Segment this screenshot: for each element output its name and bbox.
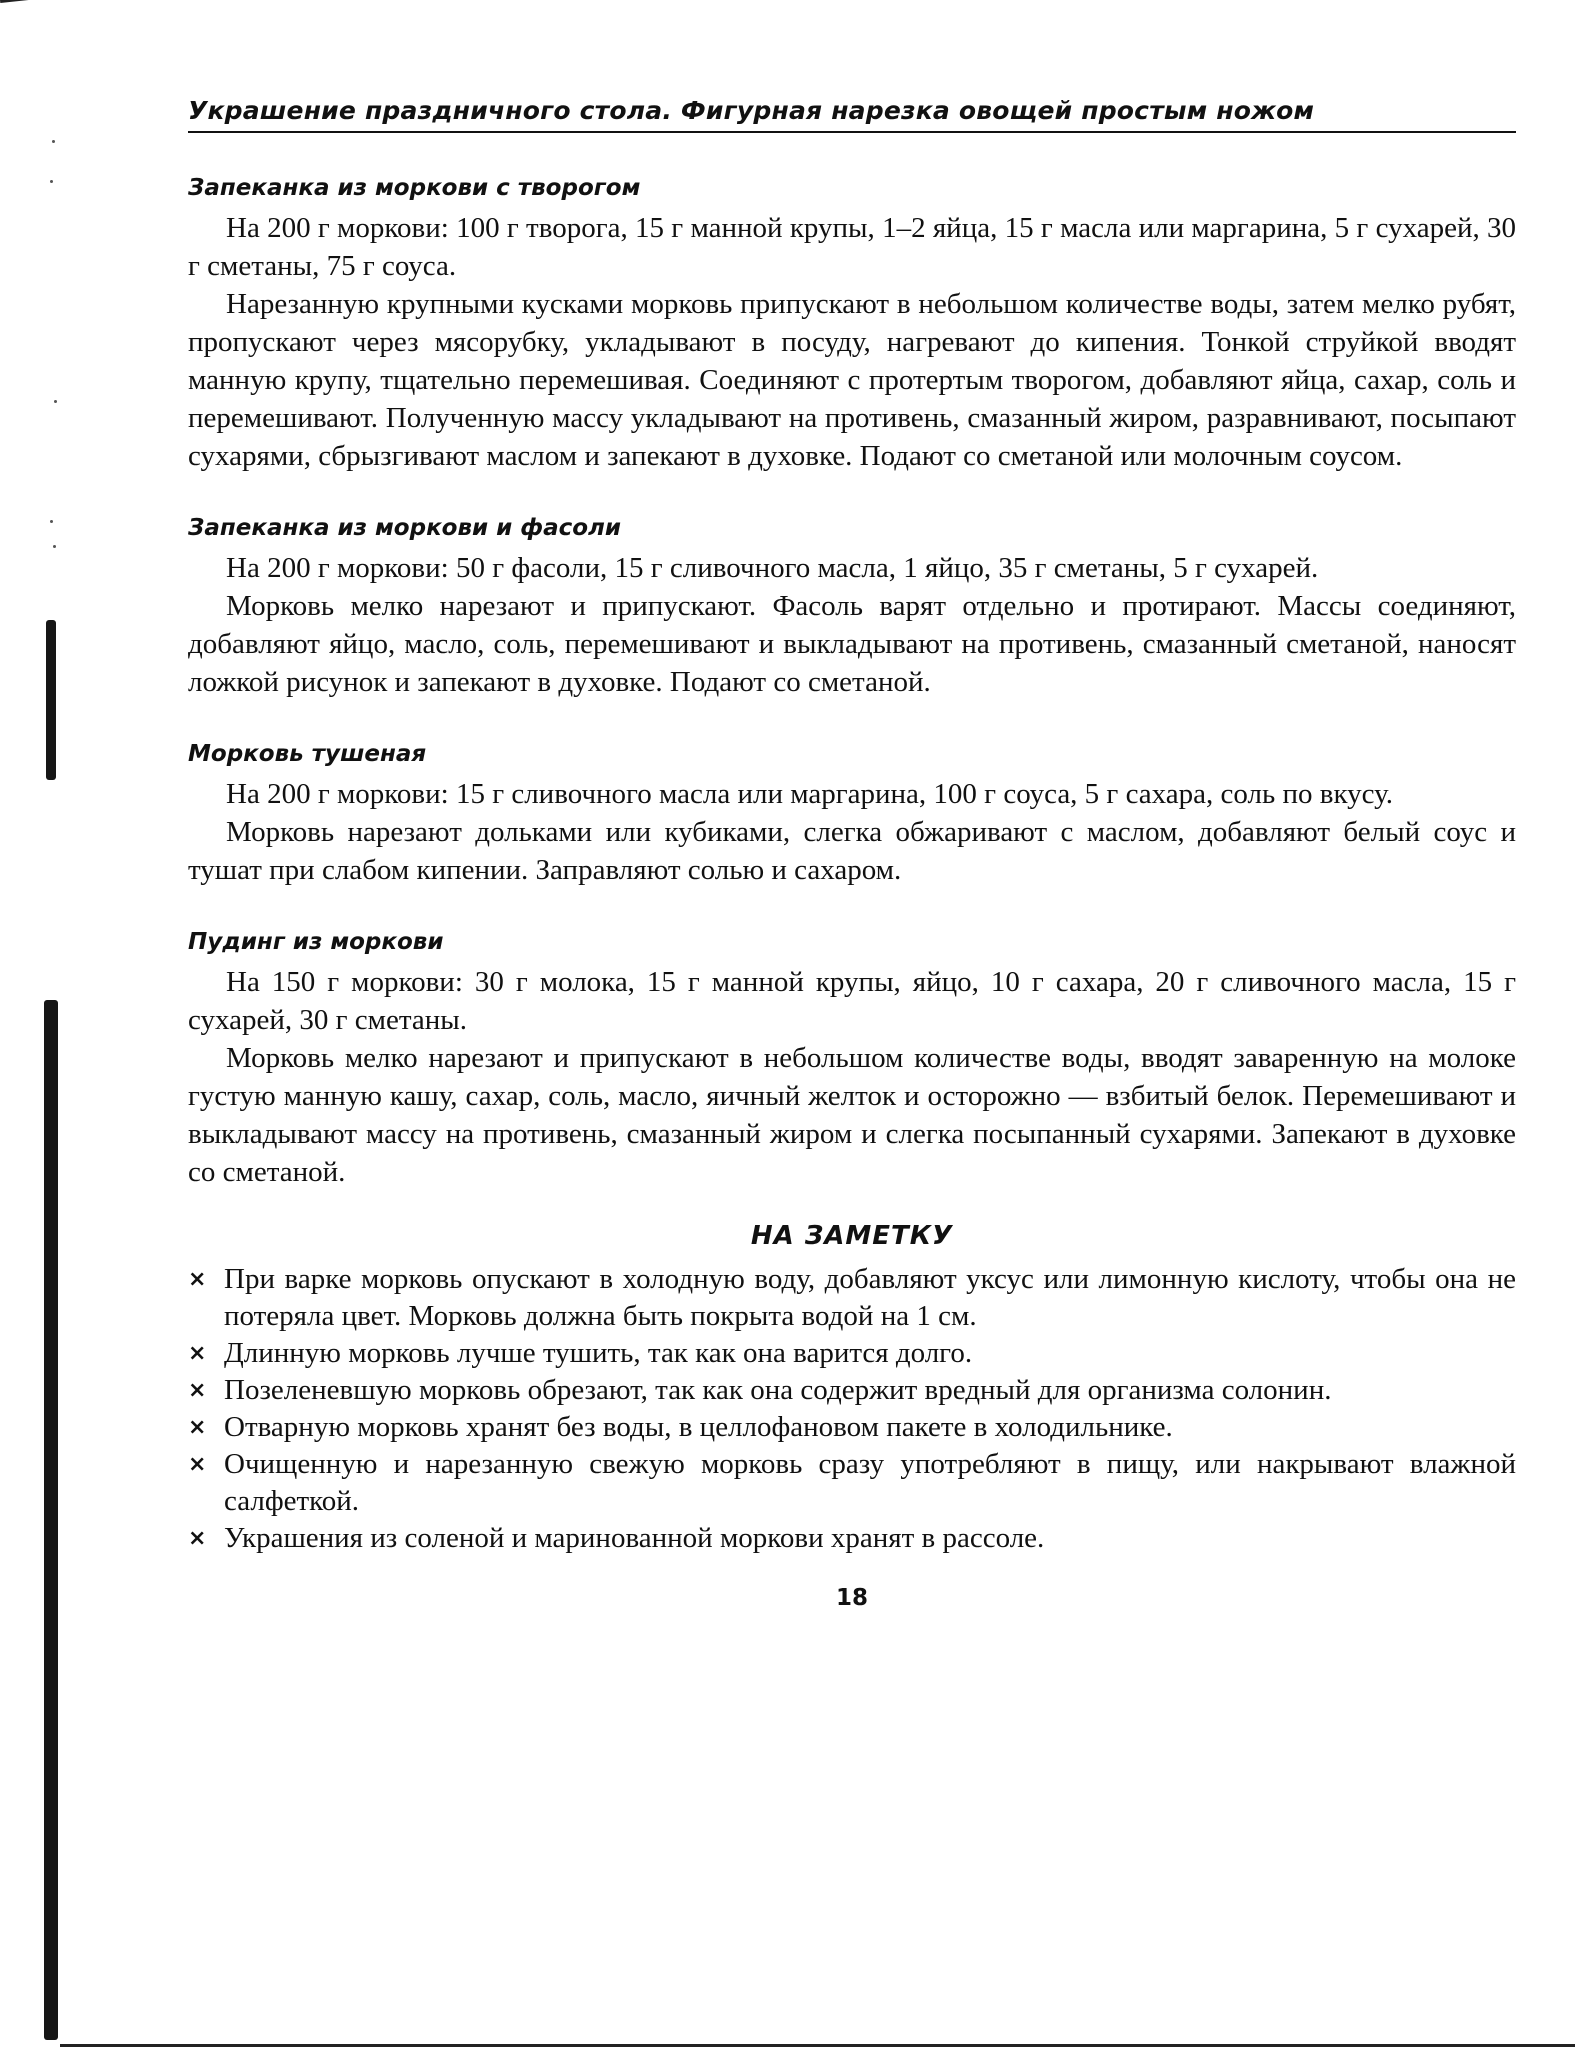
ingredients-paragraph: На 200 г моркови: 50 г фасоли, 15 г сливочного масла, 1 яйцо, 35 г сметаны, 5 г сухарей. <box>226 552 1319 584</box>
recipe-title: Морковь тушеная <box>188 741 427 767</box>
cross-bullet-icon: × <box>188 1452 207 1477</box>
ingredients-paragraph: На 200 г моркови: 100 г творога, 15 г манной крупы, 1–2 яйца, 15 г масла или маргарина, 5 г сухарей, 30 г сметаны, 75 г соуса. <box>188 212 1516 282</box>
note-text: Позеленевшую морковь обрезают, так как она содержит вредный для организма солонин. <box>224 1374 1332 1406</box>
note-item <box>188 1372 1516 1409</box>
note-item <box>188 1520 1516 1557</box>
scan-binding-edge <box>44 0 62 2051</box>
method-paragraph: Нарезанную крупными кусками морковь припускают в небольшом количестве воды, затем мелко рубят, пропускают через мясорубку, укладывают в посуду, нагревают до кипения. Тонкой струйкой вводят манную крупу, тщательно перемешивая. Соединяют с протертым творогом, добавляют яйца, сахар, соль и перемешивают. Полученную массу укладывают на противень, смазанный жиром, разравнивают, посыпают сухарями, сбрызгивают маслом и запекают в духовке. Подают со сметаной или молочным соусом. <box>188 288 1516 472</box>
cross-bullet-icon: × <box>188 1341 207 1366</box>
note-text: Очищенную и нарезанную свежую морковь сразу употребляют в пищу, или накрывают влажной салфеткой. <box>224 1448 1516 1517</box>
recipe-section <box>188 515 1516 701</box>
note-item <box>188 1409 1516 1446</box>
note-list <box>188 1261 1516 1557</box>
note-item <box>188 1335 1516 1372</box>
recipe-title: Пудинг из моркови <box>188 929 444 955</box>
note-item <box>188 1261 1516 1335</box>
cross-bullet-icon: × <box>188 1378 207 1403</box>
scan-bottom-edge <box>60 2044 1575 2047</box>
ingredients-paragraph: На 200 г моркови: 15 г сливочного масла или маргарина, 100 г соуса, 5 г сахара, соль по вкусу. <box>226 778 1393 810</box>
recipe-section <box>188 929 1516 1191</box>
note-item <box>188 1446 1516 1520</box>
book-page <box>188 96 1516 1611</box>
method-paragraph: Морковь мелко нарезают и припускают. Фасоль варят отдельно и протирают. Массы соединяют, добавляют яйцо, масло, соль, перемешивают и выкладывают на противень, смазанный сметаной, наносят ложкой рисунок и запекают в духовке. Подают со сметаной. <box>188 590 1516 698</box>
recipe-title: Запеканка из моркови с творогом <box>188 175 641 201</box>
page-number: 18 <box>835 1585 868 1611</box>
running-head: Украшение праздничного стола. Фигурная нарезка овощей простым ножом <box>188 96 1516 133</box>
ingredients-paragraph: На 150 г моркови: 30 г молока, 15 г манной крупы, яйцо, 10 г сахара, 20 г сливочного масла, 15 г сухарей, 30 г сметаны. <box>188 966 1516 1036</box>
cross-bullet-icon: × <box>188 1415 207 1440</box>
note-title: НА ЗАМЕТКУ <box>750 1221 954 1251</box>
method-paragraph: Морковь мелко нарезают и припускают в небольшом количестве воды, вводят заваренную на молоке густую манную кашу, сахар, соль, масло, яичный желток и осторожно — взбитый белок. Перемешивают и выкладывают массу на противень, смазанный жиром и слегка посыпанный сухарями. Запекают в духовке со сметаной. <box>188 1042 1516 1188</box>
note-text: Отварную морковь хранят без воды, в целлофановом пакете в холодильнике. <box>224 1411 1173 1443</box>
cross-bullet-icon: × <box>188 1526 207 1551</box>
note-text: Длинную морковь лучше тушить, так как она варится долго. <box>224 1337 973 1369</box>
note-text: Украшения из соленой и маринованной моркови хранят в рассоле. <box>224 1522 1045 1554</box>
note-text: При варке морковь опускают в холодную воду, добавляют уксус или лимонную кислоту, чтобы она не потеряла цвет. Морковь должна быть покрыта водой на 1 см. <box>224 1263 1516 1332</box>
recipe-section <box>188 741 1516 889</box>
cross-bullet-icon: × <box>188 1267 207 1292</box>
method-paragraph: Морковь нарезают дольками или кубиками, слегка обжаривают с маслом, добавляют белый соус и тушат при слабом кипении. Заправляют солью и сахаром. <box>188 816 1516 886</box>
recipe-title: Запеканка из моркови и фасоли <box>188 515 622 541</box>
recipe-section <box>188 175 1516 475</box>
